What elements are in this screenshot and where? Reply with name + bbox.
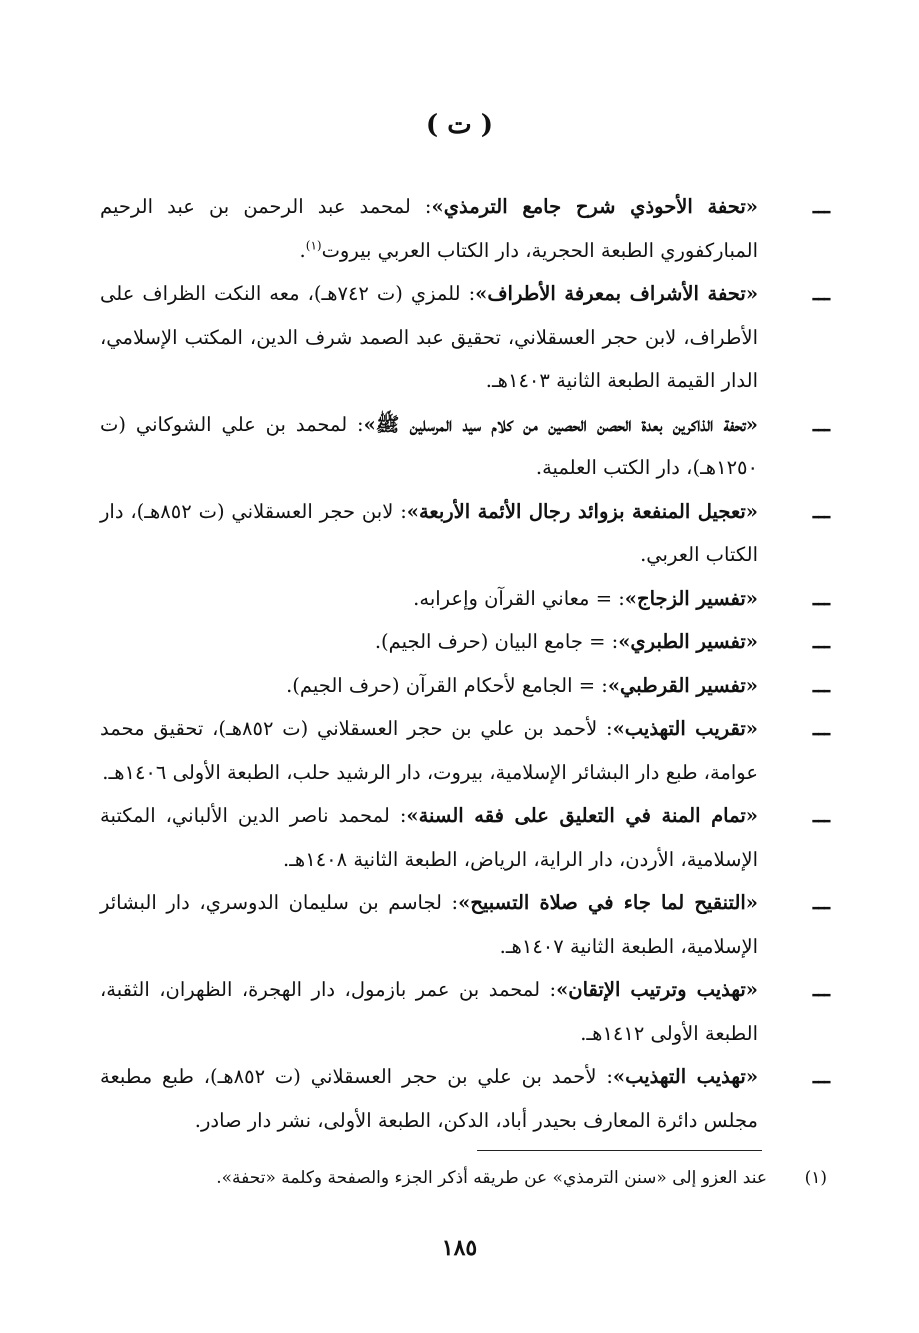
bibliography-entry: [100, 272, 830, 403]
entry-title: «تفسير الزجاج»: [624, 586, 758, 610]
entry-dash: ـــ: [812, 586, 830, 610]
bibliography-entry: [100, 968, 830, 1055]
bibliography-entry: [100, 577, 830, 621]
footnote-divider: [477, 1150, 762, 1151]
entry-dash: ـــ: [812, 891, 830, 914]
bibliography-entry: [100, 490, 830, 577]
entry-title: «تعجيل المنفعة بزوائد رجال الأئمة الأربعة»: [406, 499, 758, 523]
entry-dash: ـــ: [812, 499, 830, 523]
entry-title: «تفسير الطبري»: [618, 630, 758, 653]
entry-dash: ـــ: [812, 412, 830, 436]
entry-text-end: .: [299, 238, 306, 262]
entry-text: : لمحمد بن علي الشوكاني (ت ١٢٥٠هـ)، دار الكتب العلمية.: [100, 412, 758, 479]
entry-title: «تحفة الأحوذي شرح جامع الترمذي»: [431, 195, 758, 218]
bibliography-entry: [100, 794, 830, 881]
footnote-number: (١): [804, 1168, 827, 1188]
entry-title: «تفسير القرطبي»: [607, 673, 758, 697]
entry-text: : لجاسم بن سليمان الدوسري، دار البشائر الإسلامية، الطبعة الثانية ١٤٠٧هـ.: [100, 891, 758, 958]
entry-title: «تحفة الأشراف بمعرفة الأطراف»: [475, 282, 759, 305]
entry-dash: ـــ: [812, 195, 830, 218]
entry-title: «التنقيح لما جاء في صلاة التسبيح»: [458, 891, 758, 914]
entry-text: : لمحمد عبد الرحمن بن عبد الرحيم المباركفوري الطبعة الحجرية، دار الكتاب العربي بيروت: [100, 195, 758, 262]
entry-dash: ـــ: [812, 804, 830, 827]
footnote-reference[interactable]: (١): [305, 238, 322, 252]
entry-dash: ـــ: [812, 978, 830, 1001]
entry-text: : لمحمد بن عمر بازمول، دار الهجرة، الظهران، الثقبة، الطبعة الأولى ١٤١٢هـ.: [100, 978, 758, 1045]
entry-text: : = جامع البيان (حرف الجيم).: [374, 630, 619, 653]
bibliography-entry: [100, 185, 830, 272]
entry-title: «تهذيب وترتيب الإتقان»: [556, 978, 758, 1001]
entry-dash: ـــ: [812, 673, 830, 697]
entry-title: «تمام المنة في التعليق على فقه السنة»: [406, 804, 758, 827]
entry-title: «تقريب التهذيب»: [612, 717, 758, 740]
section-heading: ( ت ): [425, 110, 494, 140]
page-number: ١٨٥: [441, 1235, 478, 1261]
entry-text: : لمحمد ناصر الدين الألباني، المكتبة الإسلامية، الأردن، دار الراية، الرياض، الطبعة الثانية ١٤٠٨هـ.: [100, 804, 758, 871]
entry-title: «تحفة الذاكرين بعدة الحصن الحصين من كلام سيد المرسلين ﷺ»: [363, 412, 758, 436]
bibliography-entry: [100, 707, 830, 794]
bibliography-entry: [100, 403, 830, 490]
entry-dash: ـــ: [812, 282, 830, 305]
entry-text: : = معاني القرآن وإعرابه.: [413, 586, 625, 610]
entry-dash: ـــ: [812, 1065, 830, 1088]
entry-text: : لابن حجر العسقلاني (ت ٨٥٢هـ)، دار الكتاب العربي.: [100, 499, 758, 566]
entry-text: : لأحمد بن علي بن حجر العسقلاني (ت ٨٥٢هـ)، تحقيق محمد عوامة، طبع دار البشائر الإسلامية، بيروت، دار الرشيد حلب، الطبعة الأولى ١٤٠٦هـ.: [100, 717, 758, 784]
bibliography-entry: [100, 881, 830, 968]
entry-text: : = الجامع لأحكام القرآن (حرف الجيم).: [286, 673, 608, 697]
entry-title: «تهذيب التهذيب»: [612, 1065, 759, 1088]
bibliography-entry: [100, 664, 830, 708]
entry-text: : للمزي (ت ٧٤٢هـ)، معه النكت الظراف على الأطراف، لابن حجر العسقلاني، تحقيق عبد الصمد شرف الدين، المكتب الإسلامي، الدار القيمة الطبعة الثانية ١٤٠٣هـ.: [100, 282, 758, 392]
entry-dash: ـــ: [812, 717, 830, 740]
entry-dash: ـــ: [812, 630, 830, 653]
bibliography-entry: [100, 620, 830, 664]
bibliography-entry: [100, 1055, 830, 1142]
bibliography-list: [100, 185, 830, 1142]
footnote-text: عند العزو إلى «سنن الترمذي» عن طريقه أذكر الجزء والصفحة وكلمة «تحفة».: [216, 1168, 767, 1188]
footnote: [127, 1162, 827, 1194]
entry-text: : لأحمد بن علي بن حجر العسقلاني (ت ٨٥٢هـ)، طبع مطبعة مجلس دائرة المعارف بحيدر أباد، الدكن، الطبعة الأولى، نشر دار صادر.: [100, 1065, 758, 1132]
